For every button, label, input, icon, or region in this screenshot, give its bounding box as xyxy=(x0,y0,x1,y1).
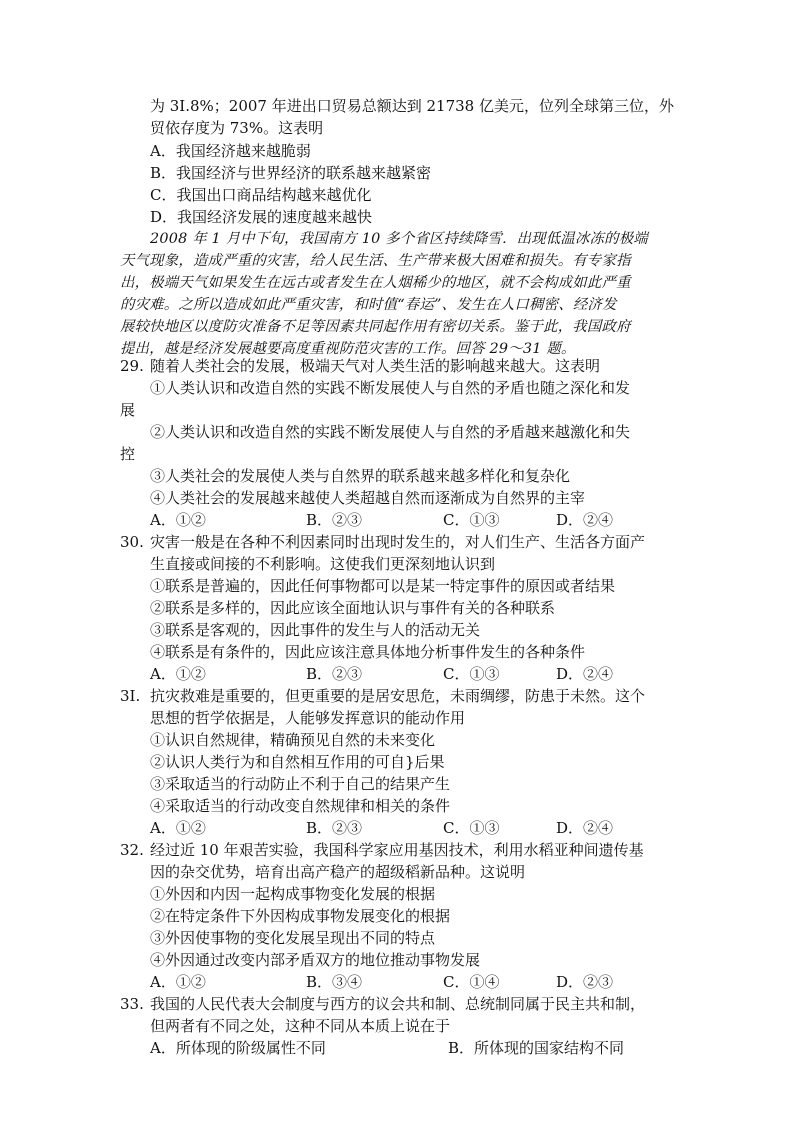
question-30-stem-2: 生直接或间接的不利影响。这使我们更深刻地认识到 xyxy=(150,555,496,573)
question-33-choice-a[interactable]: A．所体现的阶级属性不同 xyxy=(150,1039,326,1057)
question-30-item-1: ①联系是普遍的，因此任何事物都可以是某一特定事件的原因或者结果 xyxy=(150,577,616,595)
question-29-choice-c[interactable]: C．①③ xyxy=(443,511,500,529)
question-30-choice-b[interactable]: B．②③ xyxy=(306,665,363,683)
question-32-stem-1: 经过近 10 年艰苦实验，我国科学家应用基因技术，利用水稻亚种间遗传基 xyxy=(150,841,644,859)
intro-option-c: C．我国出口商品结构越来越优化 xyxy=(150,186,372,204)
question-29-number: 29. xyxy=(120,357,144,375)
question-32-choice-d[interactable]: D．②③ xyxy=(556,973,614,991)
question-31-number: 3I. xyxy=(120,687,141,705)
question-32-choice-c[interactable]: C．①④ xyxy=(443,973,500,991)
intro-option-b: B．我国经济与世界经济的联系越来越紧密 xyxy=(150,164,432,182)
question-32-choice-a[interactable]: A．①② xyxy=(150,973,206,991)
passage-line-6: 提出，越是经济发展越要高度重视防范灾害的工作。回答 29～31 题。 xyxy=(120,341,576,357)
question-29-item-1-wrap: 展 xyxy=(120,401,136,419)
question-30-stem-1: 灾害一般是在各种不利因素同时出现时发生的，对人们生产、生活各方面产 xyxy=(150,533,646,551)
question-29-choice-d[interactable]: D．②④ xyxy=(556,511,614,529)
question-31-stem-2: 思想的哲学依据是，人能够发挥意识的能动作用 xyxy=(150,709,466,727)
question-30-number: 30. xyxy=(120,533,144,551)
question-33-stem-1: 我国的人民代表大会制度与西方的议会共和制、总统制同属于民主共和制， xyxy=(150,995,646,1013)
question-30-item-4: ④联系是有条件的，因此应该注意具体地分析事件发生的各种条件 xyxy=(150,643,586,661)
question-31-stem-1: 抗灾救难是重要的，但更重要的是居安思危，未雨绸缪，防患于未然。这个 xyxy=(150,687,646,705)
question-32-item-2: ②在特定条件下外因构成事物发展变化的根据 xyxy=(150,907,451,925)
question-32-stem-2: 因的杂交优势，培育出高产稳产的超级稻新品种。这说明 xyxy=(150,863,526,881)
question-31-item-3: ③采取适当的行动防止不利于自己的结果产生 xyxy=(150,775,451,793)
passage-line-1: 2008 年 1 月中下旬，我国南方 10 多个省区持续降雪．出现低温冰冻的极端 xyxy=(150,231,648,247)
question-29-item-3: ③人类社会的发展使人类与自然界的联系越来越多样化和复杂化 xyxy=(150,467,571,485)
question-30-choice-c[interactable]: C．①③ xyxy=(443,665,500,683)
question-31-choice-d[interactable]: D．②④ xyxy=(556,819,614,837)
question-31-item-4: ④采取适当的行动改变自然规律和相关的条件 xyxy=(150,797,451,815)
question-29-item-4: ④人类社会的发展越来越使人类超越自然而逐渐成为自然界的主宰 xyxy=(150,489,586,507)
question-32-item-3: ③外因使事物的变化发展呈现出不同的特点 xyxy=(150,929,436,947)
question-29-item-1: ①人类认识和改造自然的实践不断发展使人与自然的矛盾也随之深化和发 xyxy=(150,379,631,397)
intro-option-d: D．我国经济发展的速度越来越快 xyxy=(150,208,373,226)
question-31-item-2: ②认识人类行为和自然相互作用的可自}后果 xyxy=(150,753,445,771)
question-33-number: 33. xyxy=(120,995,144,1013)
question-32-item-4: ④外因通过改变内部矛盾双方的地位推动事物发展 xyxy=(150,951,481,969)
question-31-item-1: ①认识自然规律，精确预见自然的未来变化 xyxy=(150,731,436,749)
question-29-choice-b[interactable]: B．②③ xyxy=(306,511,363,529)
question-33-choice-b[interactable]: B．所体现的国家结构不同 xyxy=(448,1039,625,1057)
question-32-choice-b[interactable]: B．③④ xyxy=(306,973,363,991)
question-31-choice-b[interactable]: B．②③ xyxy=(306,819,363,837)
question-29-stem: 随着人类社会的发展，极端天气对人类生活的影响越来越大。这表明 xyxy=(150,357,601,375)
passage-line-2: 天气现象，造成严重的灾害，给人民生活、生产带来极大困难和损失。有专家指 xyxy=(120,253,631,269)
question-29-item-2-wrap: 控 xyxy=(120,445,136,463)
question-31-choice-c[interactable]: C．①③ xyxy=(443,819,500,837)
passage-line-3: 出，极端天气如果发生在远古或者发生在人烟稀少的地区，就不会构成如此严重 xyxy=(120,275,631,291)
question-30-choice-a[interactable]: A．①② xyxy=(150,665,206,683)
intro-line-1: 为 3I.8%；2007 年进出口贸易总额达到 21738 亿美元，位列全球第三位，外 xyxy=(150,97,674,115)
question-29-item-2: ②人类认识和改造自然的实践不断发展使人与自然的矛盾越来越激化和失 xyxy=(150,423,631,441)
question-29-choice-a[interactable]: A．①② xyxy=(150,511,206,529)
question-33-stem-2: 但两者有不同之处，这种不同从本质上说在于 xyxy=(150,1017,451,1035)
question-31-choice-a[interactable]: A．①② xyxy=(150,819,206,837)
question-32-item-1: ①外因和内因一起构成事物变化发展的根据 xyxy=(150,885,436,903)
passage-line-4: 的灾难。之所以造成如此严重灾害，和时值“春运”、发生在人口稠密、经济发 xyxy=(120,297,617,313)
passage-line-5: 展较快地区以度防灾准备不足等因素共同起作用有密切关系。鉴于此，我国政府 xyxy=(120,319,631,335)
intro-line-2: 贸依存度为 73%。这表明 xyxy=(150,119,324,137)
intro-option-a: A．我国经济越来越脆弱 xyxy=(150,142,311,160)
question-30-item-2: ②联系是多样的，因此应该全面地认识与事件有关的各种联系 xyxy=(150,599,556,617)
question-30-item-3: ③联系是客观的，因此事件的发生与人的活动无关 xyxy=(150,621,481,639)
question-32-number: 32. xyxy=(120,841,144,859)
question-30-choice-d[interactable]: D．②④ xyxy=(556,665,614,683)
